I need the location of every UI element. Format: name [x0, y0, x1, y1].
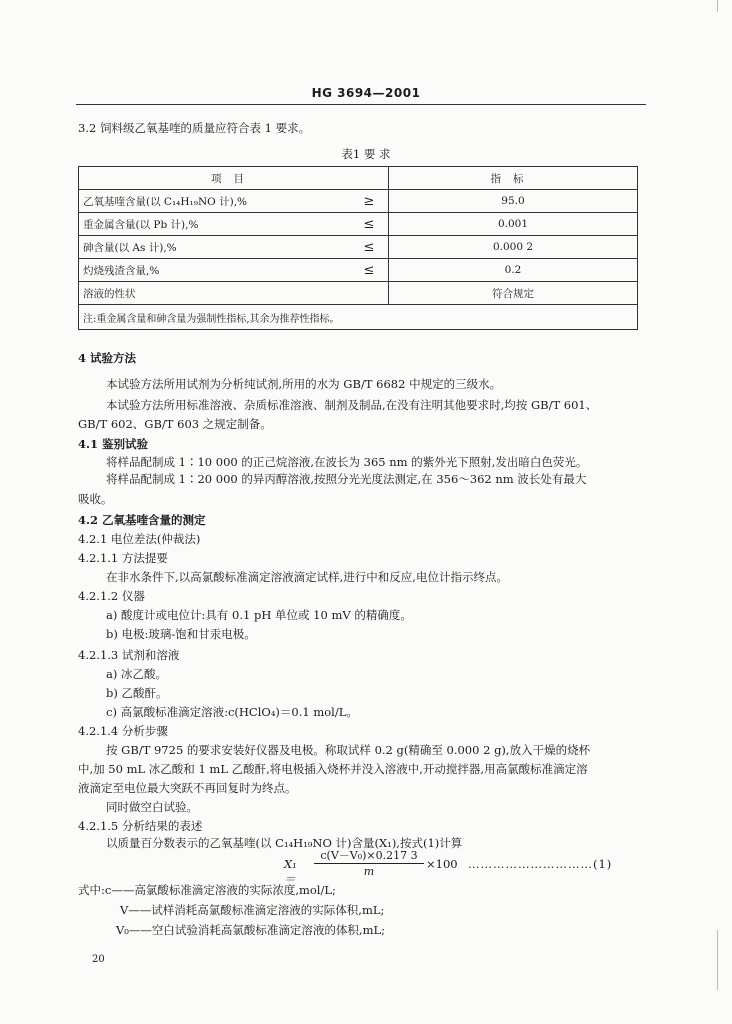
clause-4-2-title: 4.2 乙氧基喹含量的测定 — [78, 513, 206, 527]
clause-3-2: 3.2 饲料级乙氧基喹的质量应符合表 1 要求。 — [78, 121, 311, 135]
table-note: 注:重金属含量和砷含量为强制性指标,其余为推荐性指标。 — [79, 305, 638, 330]
section-4-para-2b: GB/T 602、GB/T 603 之规定制备。 — [78, 417, 272, 431]
clause-4-1-para-2b: 吸收。 — [78, 492, 113, 506]
row-item: 重金属含量(以 Pb 计),% — [79, 213, 351, 236]
section-4-para-1: 本试验方法所用试剂为分析纯试剂,所用的水为 GB/T 6682 中规定的三级水。 — [106, 377, 502, 391]
clause-4-2-1-3-title: 4.2.1.3 试剂和溶液 — [78, 648, 180, 662]
clause-4-1-title: 4.1 鉴别试验 — [78, 437, 149, 451]
scan-edge-mark-top — [717, 0, 718, 12]
procedure-line-3: 液滴定至电位最大突跃不再回复时为终点。 — [78, 781, 297, 795]
procedure-line-2: 中,加 50 mL 冰乙酸和 1 mL 乙酸酐,将电极插入烧杯并没入溶液中,开动搅拌器,用高氯酸标准滴定溶 — [78, 762, 588, 776]
row-relation: ≤ — [350, 259, 389, 282]
formula-numerator: c(V－V₀)×0.217 3 — [314, 848, 424, 864]
formula-denominator: m — [363, 865, 375, 878]
definition-v0: V₀——空白试验消耗高氯酸标准滴定溶液的体积,mL; — [116, 923, 385, 937]
reagent-c: c) 高氯酸标准滴定溶液:c(HClO₄)＝0.1 mol/L。 — [106, 705, 358, 719]
table-note-row — [79, 305, 638, 330]
row-item: 乙氧基喹含量(以 C₁₄H₁₉NO 计),% — [79, 190, 351, 213]
table-caption: 表1 要 求 — [341, 147, 391, 161]
formula-tail: ×100 — [426, 857, 458, 871]
clause-4-2-1-title: 4.2.1 电位差法(仲裁法) — [78, 532, 201, 546]
scan-edge-mark-bottom — [717, 930, 718, 990]
page-number: 20 — [92, 954, 105, 965]
procedure-line-1: 按 GB/T 9725 的要求安装好仪器及电极。称取试样 0.2 g(精确至 0.000 2 g),放入干燥的烧杯 — [106, 743, 591, 757]
row-item: 溶液的性状 — [79, 282, 351, 305]
row-relation: ≤ — [350, 236, 389, 259]
section-4-para-2a: 本试验方法所用标准溶液、杂质标准溶液、制剂及制品,在没有注明其他要求时,均按 GB/T 601、 — [106, 398, 598, 412]
row-value: 0.001 — [389, 213, 638, 236]
requirements-table — [78, 166, 638, 330]
reagent-b: b) 乙酸酐。 — [106, 686, 168, 700]
reagent-a: a) 冰乙酸。 — [106, 667, 167, 681]
formula-fraction — [314, 848, 424, 879]
formula-lhs: X₁＝ — [284, 857, 297, 886]
clause-4-2-1-2-title: 4.2.1.2 仪器 — [78, 589, 145, 603]
row-item: 砷含量(以 As 计),% — [79, 236, 351, 259]
table-row — [79, 259, 638, 282]
equation-number: …………………………(1) — [468, 857, 613, 871]
row-relation — [350, 282, 389, 305]
row-value: 95.0 — [389, 190, 638, 213]
clause-4-2-1-1-title: 4.2.1.1 方法提要 — [78, 551, 168, 565]
definition-c: 式中:c——高氯酸标准滴定溶液的实际浓度,mol/L; — [78, 883, 336, 897]
clause-4-2-1-5-title: 4.2.1.5 分析结果的表述 — [78, 819, 203, 833]
clause-4-1-para-1: 将样品配制成 1∶10 000 的正己烷溶液,在波长为 365 nm 的紫外光下照射,发出暗白色荧光。 — [106, 455, 588, 469]
row-value: 0.000 2 — [389, 236, 638, 259]
instrument-a: a) 酸度计或电位计:具有 0.1 pH 单位或 10 mV 的精确度。 — [106, 608, 412, 622]
instrument-b: b) 电极:玻璃-饱和甘汞电极。 — [106, 627, 256, 641]
row-value: 符合规定 — [389, 282, 638, 305]
definition-v: V——试样消耗高氯酸标准滴定溶液的实际体积,mL; — [120, 903, 385, 917]
table-row — [79, 213, 638, 236]
row-relation: ≥ — [350, 190, 389, 213]
clause-4-1-para-2a: 将样品配制成 1∶20 000 的异丙醇溶液,按照分光光度法测定,在 356～362 nm 波长处有最大 — [106, 472, 587, 486]
table-row — [79, 282, 638, 305]
table-header-row — [79, 167, 638, 190]
result-expression-text: 以质量百分数表示的乙氧基喹(以 C₁₄H₁₉NO 计)含量(X₁),按式(1)计算 — [106, 836, 463, 850]
section-4-title: 4 试验方法 — [78, 351, 137, 365]
table-row — [79, 190, 638, 213]
col-header-item: 项目 — [79, 167, 389, 190]
clause-4-2-1-4-title: 4.2.1.4 分析步骤 — [78, 724, 168, 738]
header-rule — [76, 104, 646, 105]
row-item: 灼烧残渣含量,% — [79, 259, 351, 282]
col-header-value: 指标 — [389, 167, 638, 190]
table-row — [79, 236, 638, 259]
row-relation: ≤ — [350, 213, 389, 236]
page-header-standard: HG 3694—2001 — [311, 86, 421, 100]
procedure-line-4: 同时做空白试验。 — [106, 800, 198, 814]
clause-4-2-1-1-text: 在非水条件下,以高氯酸标准滴定溶液滴定试样,进行中和反应,电位计指示终点。 — [106, 570, 508, 584]
row-value: 0.2 — [389, 259, 638, 282]
